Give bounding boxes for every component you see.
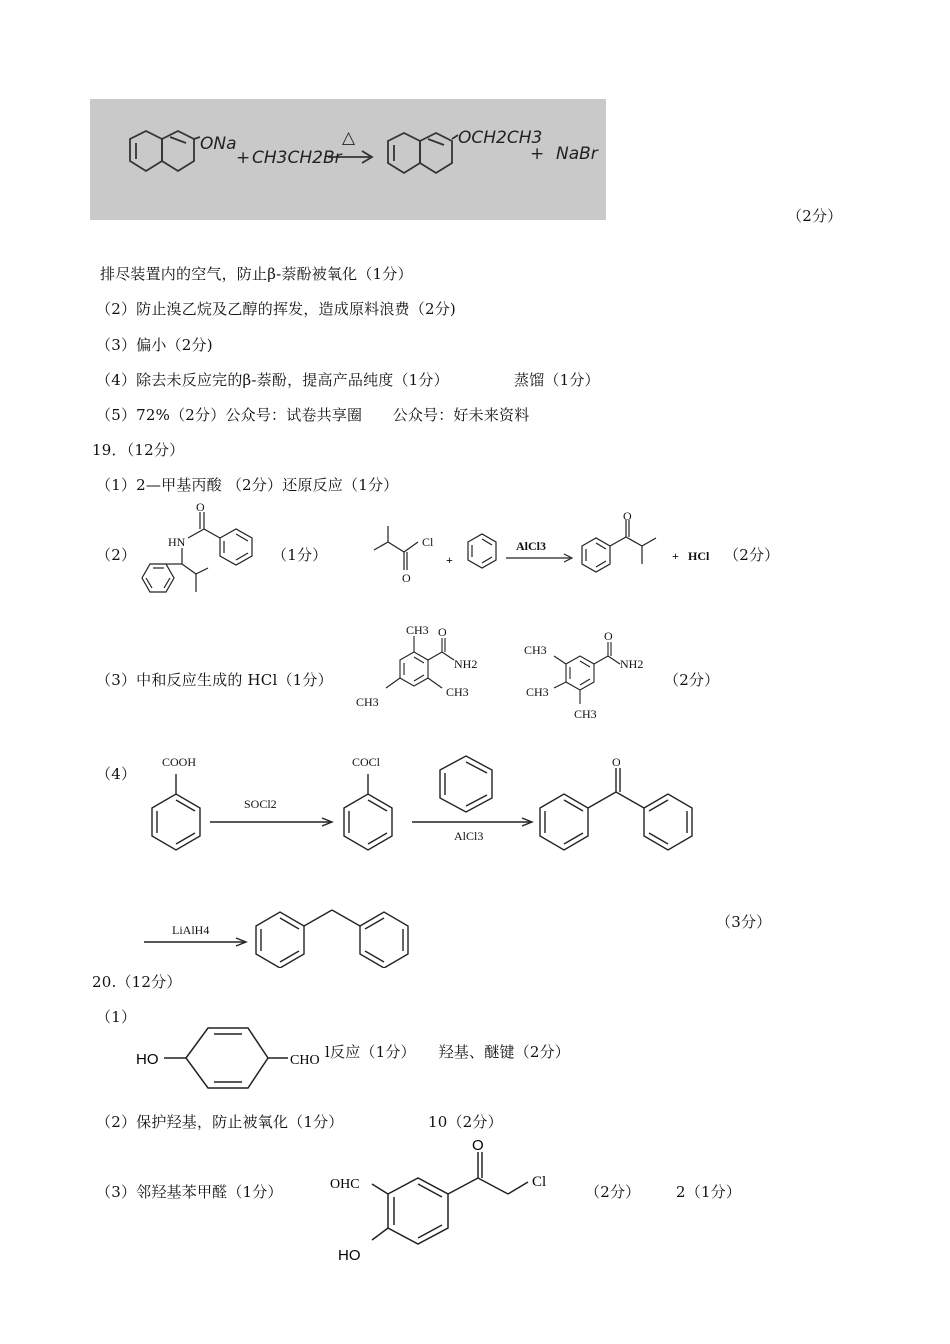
q20-part-3-score: （2分） [585, 1183, 641, 1201]
isomer-1 [350, 620, 500, 716]
q19-part-3-label: （3）中和反应生成的 HCl（1分） [96, 671, 333, 689]
r1-o2: O [623, 509, 632, 523]
r1-plus: + [446, 553, 453, 567]
q18-line-4a: （4）除去未反应完的β-萘酚，提高产品纯度（1分） [96, 371, 449, 389]
iso2-ch3-a: CH3 [524, 643, 547, 657]
synthesis-route [140, 750, 710, 862]
reduction-step [140, 896, 430, 968]
iso2-o: O [604, 629, 613, 643]
q20-part-3: （3）邻羟基苯甲醛（1分） [96, 1183, 283, 1201]
q19-heading: 19．（12分） [92, 441, 185, 459]
photo-plus-1: + [236, 148, 251, 168]
amide-o: O [196, 500, 205, 514]
photo-ona: ONa [200, 134, 237, 154]
iso1-ch3-left: CH3 [356, 695, 379, 709]
r1-cl: Cl [422, 535, 434, 549]
mol-ho: HO [136, 1051, 159, 1068]
r1-plus-2: + [672, 549, 679, 563]
q20-part-1-label: （1） [96, 1008, 137, 1026]
q18-line-1: 排尽装置内的空气，防止β-萘酚被氧化（1分） [100, 265, 413, 283]
q19-part-3-score: （2分） [664, 671, 720, 689]
hydroxybenzaldehyde [134, 1020, 330, 1096]
mol2-ho: HO [338, 1247, 361, 1264]
q18-image-score: （2分） [787, 207, 843, 225]
iso1-ch3-top: CH3 [406, 623, 429, 637]
route-cooh: COOH [162, 755, 197, 769]
q18-line-2: （2）防止溴乙烷及乙醇的挥发，造成原料浪费（2分) [96, 300, 456, 318]
photo-plus-2: + [530, 144, 545, 164]
q19-part-4-label: （4） [96, 765, 137, 783]
photo-product-group: OCH2CH3 [458, 128, 543, 148]
iso1-ch3-right: CH3 [446, 685, 469, 699]
q20-part-1-text: l反应（1分） 羟基、醚键（2分） [325, 1043, 570, 1061]
mol2-o: O [472, 1137, 484, 1154]
route-alcl3: AlCl3 [454, 829, 484, 843]
r1-o: O [402, 571, 411, 585]
q20-part-2: （2）保护羟基，防止被氧化（1分） [96, 1113, 344, 1131]
route-o: O [612, 755, 621, 769]
iso2-ch3-c: CH3 [574, 707, 597, 721]
acylation-reaction [360, 508, 750, 592]
amide-hn: HN [168, 535, 186, 549]
q18-line-3: （3）偏小（2分) [96, 336, 213, 354]
q20-heading: 20.（12分） [92, 973, 182, 991]
q19-part-2-label: （2） [96, 546, 137, 564]
q19-part-2-score-2: （2分） [724, 546, 780, 564]
q20-part-3-b: 2（1分） [676, 1183, 742, 1201]
mol-cho: CHO [290, 1053, 320, 1068]
iso2-nh2: NH2 [620, 657, 644, 671]
mol2-cl: Cl [532, 1174, 547, 1190]
isomer-2 [520, 626, 650, 722]
mol2-ohc: OHC [330, 1177, 360, 1192]
q19-part-1: （1）2—甲基丙酸 （2分）还原反应（1分） [96, 476, 399, 494]
q19-part-4-score: （3分） [716, 913, 772, 931]
r1-catalyst: AlCl3 [516, 539, 546, 553]
chloroacetyl-structure [328, 1134, 568, 1266]
r1-hcl: HCl [688, 549, 710, 563]
amide-structure [126, 498, 266, 604]
iso2-ch3-b: CH3 [526, 685, 549, 699]
route-cocl: COCl [352, 755, 381, 769]
q18-line-4b: 蒸馏（1分） [514, 371, 600, 389]
q19-part-2-score-1: （1分） [272, 546, 328, 564]
route-lialh4: LiAlH4 [172, 923, 210, 937]
photo-arrow-label: △ [342, 128, 356, 148]
handwritten-reaction-photo [90, 99, 606, 220]
iso1-o: O [438, 625, 447, 639]
iso1-nh2: NH2 [454, 657, 478, 671]
route-socl2: SOCl2 [244, 797, 277, 811]
photo-byproduct: NaBr [556, 144, 598, 164]
q18-line-5: （5）72%（2分）公众号：试卷共享圈 公众号：好未来资料 [96, 406, 530, 424]
q20-part-2-b: 10（2分） [428, 1113, 503, 1131]
photo-reagent: CH3CH2Br [252, 148, 342, 168]
